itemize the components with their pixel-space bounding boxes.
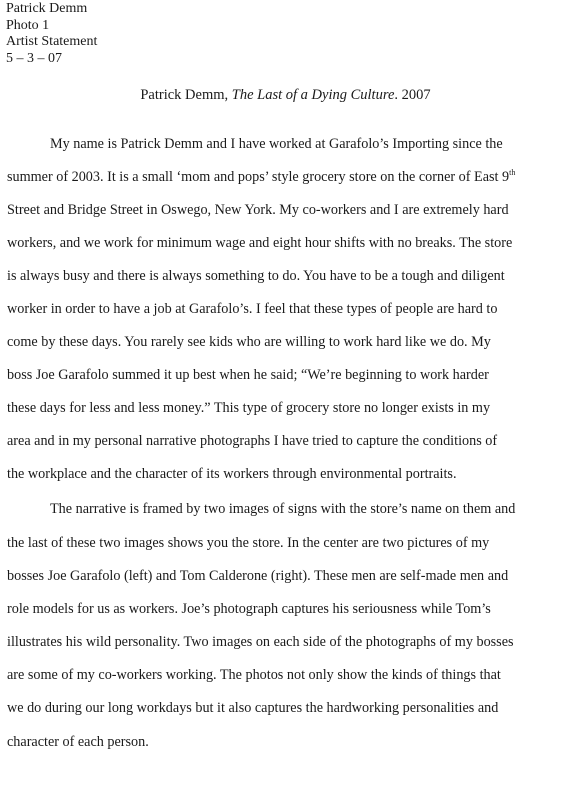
- author-name: Patrick Demm: [6, 1, 88, 16]
- text-line: is always busy and there is always something to do. You have to be a tough and diligent: [7, 268, 505, 284]
- text-line: the last of these two images shows you the store. In the center are two pictures of my: [7, 535, 490, 551]
- document-date: 5 – 3 – 07: [6, 50, 62, 66]
- text-line: [7, 168, 515, 186]
- text-line: My name is Patrick Demm and I have worked at Garafolo’s Importing since the: [50, 136, 503, 152]
- text-line: role models for us as workers. Joe’s photograph captures his seriousness while Tom’s: [7, 601, 491, 617]
- photo-number: Photo 1: [6, 17, 50, 33]
- text-line: illustrates his wild personality. Two images on each side of the photographs of my bosses: [7, 634, 514, 650]
- text-line: the workplace and the character of its workers through environmental portraits.: [7, 466, 457, 482]
- text-line: we do during our long workdays but it also captures the hardworking personalities and: [7, 700, 499, 716]
- document-type: Artist Statement: [6, 34, 98, 49]
- text-line: boss Joe Garafolo summed it up best when he said; “We’re beginning to work harder: [7, 367, 489, 383]
- text-line: bosses Joe Garafolo (left) and Tom Calderone (right). These men are self-made men and: [7, 568, 509, 584]
- text-line: worker in order to have a job at Garafolo’s. I feel that these types of people are hard to: [7, 301, 498, 317]
- text-line: area and in my personal narrative photographs I have tried to capture the conditions of: [7, 433, 498, 449]
- text-line: come by these days. You rarely see kids who are willing to work hard like we do. My: [7, 334, 491, 350]
- title-year: . 2007: [394, 87, 431, 103]
- statement-title: [0, 86, 571, 104]
- text-segment: summer of 2003. It is a small ‘mom and pops’ style grocery store on the corner of East 9: [7, 169, 510, 185]
- title-author: Patrick Demm,: [140, 87, 232, 103]
- ordinal-suffix: th: [509, 168, 516, 177]
- text-line: these days for less and less money.” This type of grocery store no longer exists in my: [7, 400, 491, 416]
- title-work: The Last of a Dying Culture: [231, 87, 395, 103]
- text-line: character of each person.: [7, 734, 149, 750]
- text-line: are some of my co-workers working. The photos not only show the kinds of things that: [7, 667, 501, 683]
- text-line: The narrative is framed by two images of signs with the store’s name on them and: [50, 501, 516, 517]
- text-line: workers, and we work for minimum wage and eight hour shifts with no breaks. The store: [7, 235, 513, 251]
- document-header: [6, 1, 97, 67]
- text-line: Street and Bridge Street in Oswego, New York. My co-workers and I are extremely hard: [7, 202, 509, 218]
